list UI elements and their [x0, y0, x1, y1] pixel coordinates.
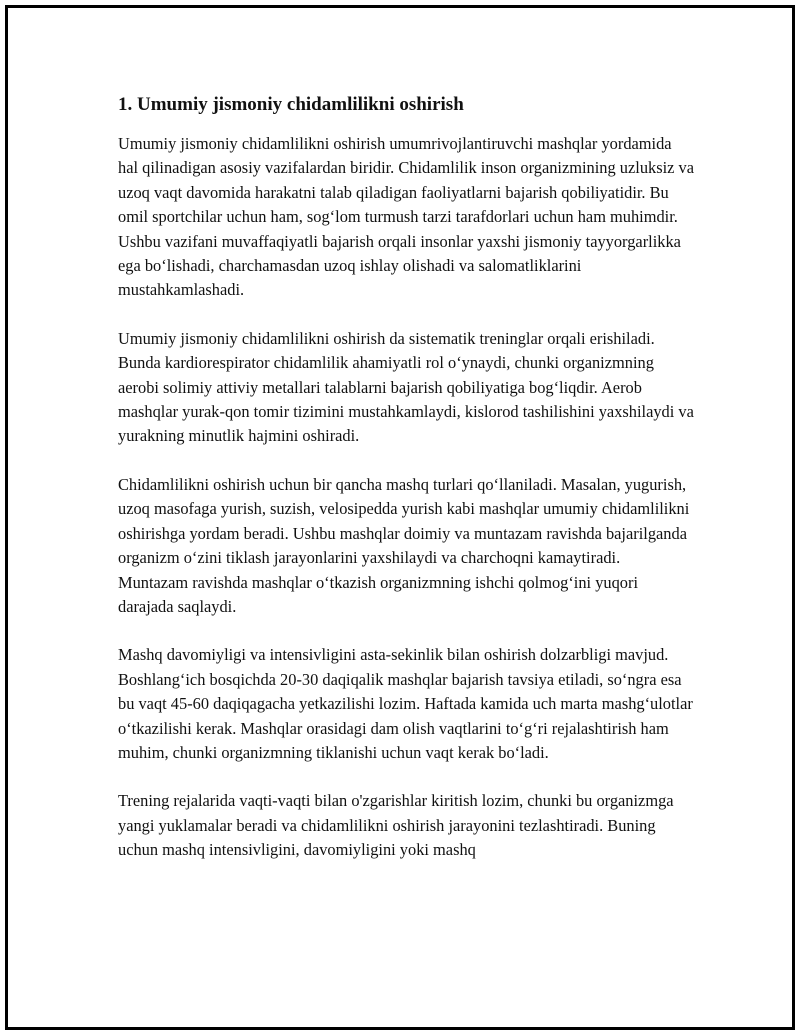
paragraph-3: Chidamlilikni oshirish uchun bir qancha mashq turlari qo‘llaniladi. Masalan, yugurish, uzoq masofaga yurish, suzish, velosipedda yurish kabi mashqlar umumiy chidamlilikni oshirishga yordam beradi. Ushbu mashqlar doimiy va muntazam ravishda bajarilganda organizm o‘zini tiklash jarayonlarini yaxshilaydi va charchoqni kamaytiradi. Muntazam ravishda mashqlar o‘tkazish organizmning ishchi qolmog‘ini yuqori darajada saqlaydi.: [118, 474, 690, 616]
paragraph-5: Trening rejalarida vaqti-vaqti bilan o'zgarishlar kiritish lozim, chunki bu organizmga yangi yuklamalar beradi va chidamlilikni oshirish jarayonini tezlashtiradi. Buning uchun mashq intensivligini, davomiyligini yoki mashq: [118, 791, 674, 860]
document-body: [114, 92, 694, 887]
paragraph-1: Umumiy jismoniy chidamlilikni oshirish umumrivojlantiruvchi mashqlar yordamida hal qilinadigan asosiy vazifalardan biridir. Chidamlilik inson organizmining uzluksiz va uzoq vaqt davomida harakatni talab qiladigan faoliyatlarni bajarish qobiliyatidir. Bu omil sportchilar uchun ham, sog‘lom turmush tarzi tarafdorlari uchun ham muhimdir. Ushbu vazifani muvaffaqiyatli bajarish orqali insonlar yaxshi jismoniy tayyorgarlikka ega bo‘lishadi, charchamasdan uzoq ishlay olishadi va salomatliklarini mustahkamlashadi.: [118, 134, 694, 300]
paragraph-4: Mashq davomiyligi va intensivligini asta-sekinlik bilan oshirish dolzarbligi mavjud. Boshlang‘ich bosqichda 20-30 daqiqalik mashqlar bajarish tavsiya etiladi, so‘ngra esa bu vaqt 45-60 daqiqagacha yetkazilishi lozim. Haftada kamida uch marta mashg‘ulotlar o‘tkazilishi kerak. Mashqlar orasidagi dam olish vaqtlarini to‘g‘ri rejalashtirish ham muhim, chunki organizmning tiklanishi uchun vaqt kerak bo‘ladi.: [118, 645, 693, 762]
section-heading: 1. Umumiy jismoniy chidamlilikni oshirish: [118, 94, 464, 115]
paragraph-2: Umumiy jismoniy chidamlilikni oshirish da sistematik treninglar orqali erishiladi. Bunda kardiorespirator chidamlilik ahamiyatli rol o‘ynaydi, chunki organizmning aerobi solimiy attiviy metallari talablarni bajarish qobiliyatiga bog‘liqdir. Aerob mashqlar yurak-qon tomir tizimini mustahkamlaydi, kislorod tashilishini yaxshilaydi va yurakning minutlik hajmini oshiradi.: [118, 328, 694, 446]
